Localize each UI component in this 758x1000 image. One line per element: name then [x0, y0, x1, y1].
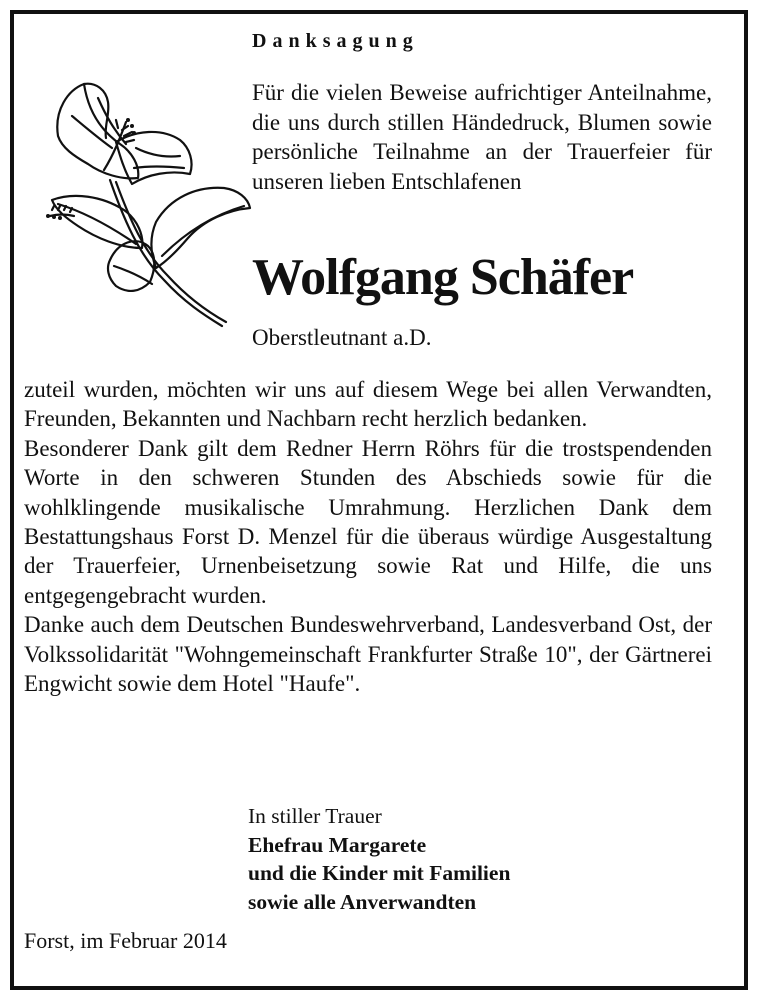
signoff-lead: In stiller Trauer: [248, 804, 382, 828]
body-paragraph: Danke auch dem Deutschen Bundeswehrverband, Landesverband Ost, der Volkssolidarität "Wohngemeinschaft Frankfurter Straße 10", der Gärtnerei Engwicht sowie dem Hotel "Haufe".: [24, 612, 712, 697]
calla-lily-icon: [44, 70, 254, 335]
signoff-line: und die Kinder mit Familien: [248, 861, 511, 885]
deceased-name: Wolfgang Schäfer: [252, 249, 634, 306]
place-date: Forst, im Februar 2014: [24, 928, 227, 953]
body-paragraph: zuteil wurden, möchten wir uns auf diesem Wege bei allen Verwandten, Freunden, Bekannten und Nachbarn recht herzlich bedanken.: [24, 377, 712, 432]
notice-heading: Danksagung: [252, 30, 419, 52]
body-paragraph: Besonderer Dank gilt dem Redner Herrn Röhrs für die trostspendenden Worte in den schweren Stunden des Abschieds sowie für die wohlklingende musikalische Umrahmung. Herzlichen Dank dem Bestattungshaus Forst D. Menzel für die überaus würdige Ausgestaltung der Trauerfeier, Urnenbeisetzung sowie Rat und Hilfe, die uns entgegengebracht wurden.: [24, 435, 712, 608]
signoff-line: sowie alle Anverwandten: [248, 889, 477, 914]
signoff-block: [248, 802, 510, 916]
intro-text: Für die vielen Beweise aufrichtiger Anteilnahme, die uns durch stillen Händedruck, Blumen sowie persönliche Teilnahme an der Trauerfeier für unseren lieben Entschlafenen: [252, 80, 712, 194]
notice-body: [24, 375, 712, 698]
deceased-rank: Oberstleutnant a.D.: [252, 325, 432, 350]
signoff-line: Ehefrau Margarete: [248, 832, 427, 857]
